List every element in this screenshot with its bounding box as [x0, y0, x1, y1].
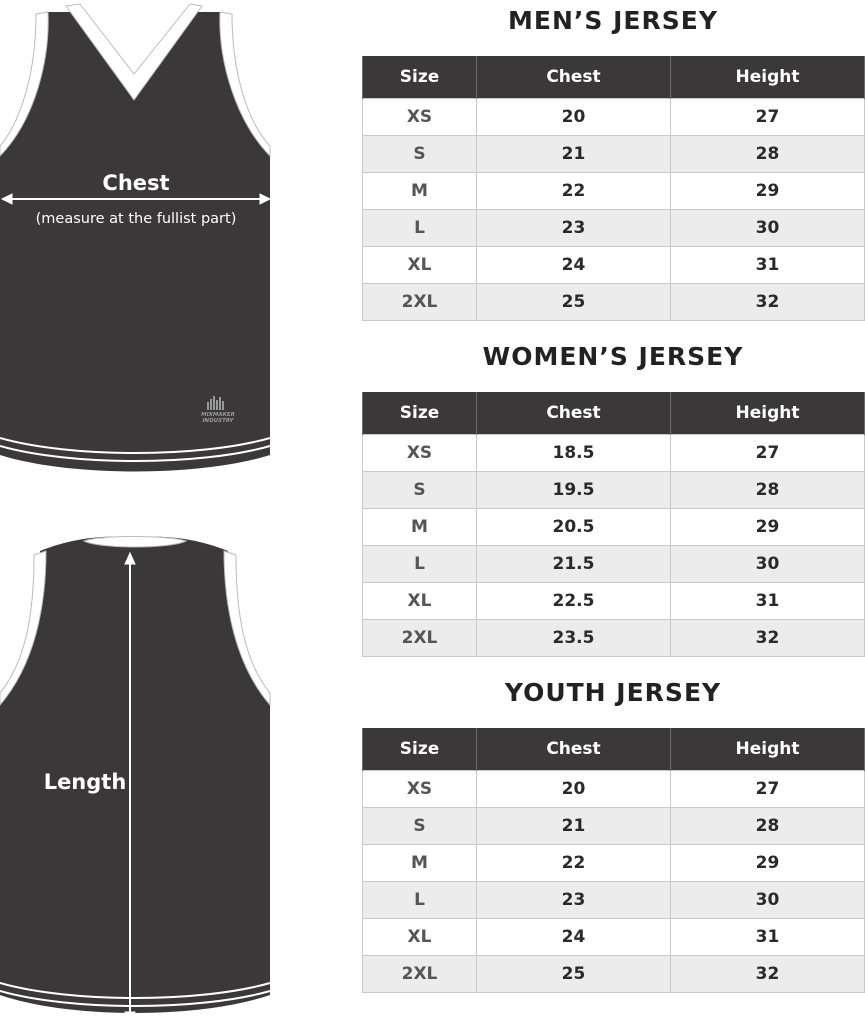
chest-cell: 24 [477, 919, 671, 956]
chest-cell: 21 [477, 808, 671, 845]
chest-cell: 23 [477, 210, 671, 247]
height-cell: 28 [671, 472, 865, 509]
size-cell: L [363, 210, 477, 247]
height-cell: 32 [671, 284, 865, 321]
size-cell: M [363, 509, 477, 546]
chest-cell: 18.5 [477, 435, 671, 472]
brand-line-2: INDUSTRY [202, 418, 234, 424]
height-cell: 30 [671, 882, 865, 919]
size-cell: 2XL [363, 284, 477, 321]
chest-cell: 23 [477, 882, 671, 919]
table-row [363, 435, 865, 472]
size-cell: L [363, 882, 477, 919]
column-header-chest: Chest [477, 728, 671, 771]
youth-size-table [362, 728, 865, 993]
height-cell: 31 [671, 919, 865, 956]
height-cell: 27 [671, 771, 865, 808]
chest-label: Chest [102, 171, 170, 195]
size-cell: S [363, 808, 477, 845]
table-row [363, 882, 865, 919]
column-header-height: Height [671, 392, 865, 435]
womens-size-table [362, 392, 865, 657]
column-header-size: Size [363, 56, 477, 99]
height-cell: 31 [671, 583, 865, 620]
chest-cell: 22 [477, 173, 671, 210]
table-row [363, 247, 865, 284]
column-header-height: Height [671, 56, 865, 99]
chest-cell: 20 [477, 771, 671, 808]
table-row [363, 210, 865, 247]
chest-cell: 25 [477, 956, 671, 993]
height-cell: 27 [671, 435, 865, 472]
size-cell: XL [363, 919, 477, 956]
size-cell: S [363, 472, 477, 509]
height-cell: 32 [671, 956, 865, 993]
chest-cell: 20.5 [477, 509, 671, 546]
height-cell: 29 [671, 845, 865, 882]
size-cell: XL [363, 583, 477, 620]
mens-jersey-title: MEN’S JERSEY [508, 6, 718, 35]
chest-cell: 21 [477, 136, 671, 173]
table-row [363, 173, 865, 210]
table-row [363, 845, 865, 882]
size-cell: XL [363, 247, 477, 284]
chest-cell: 23.5 [477, 620, 671, 657]
height-cell: 30 [671, 546, 865, 583]
size-cell: M [363, 845, 477, 882]
chest-cell: 24 [477, 247, 671, 284]
column-header-size: Size [363, 728, 477, 771]
table-row [363, 583, 865, 620]
height-cell: 28 [671, 136, 865, 173]
height-cell: 32 [671, 620, 865, 657]
size-cell: M [363, 173, 477, 210]
chest-cell: 19.5 [477, 472, 671, 509]
size-cell: XS [363, 771, 477, 808]
height-cell: 31 [671, 247, 865, 284]
mens-size-table [362, 56, 865, 321]
table-row [363, 956, 865, 993]
table-row [363, 919, 865, 956]
chest-cell: 21.5 [477, 546, 671, 583]
womens-jersey-title: WOMEN’S JERSEY [482, 342, 744, 371]
size-cell: L [363, 546, 477, 583]
youth-jersey-title: YOUTH JERSEY [504, 678, 722, 707]
table-row [363, 472, 865, 509]
table-row [363, 808, 865, 845]
table-row [363, 136, 865, 173]
table-row [363, 546, 865, 583]
table-row [363, 620, 865, 657]
column-header-chest: Chest [477, 56, 671, 99]
size-cell: 2XL [363, 620, 477, 657]
size-cell: 2XL [363, 956, 477, 993]
chest-cell: 25 [477, 284, 671, 321]
table-row [363, 509, 865, 546]
column-header-height: Height [671, 728, 865, 771]
size-cell: S [363, 136, 477, 173]
height-cell: 30 [671, 210, 865, 247]
table-row [363, 771, 865, 808]
size-cell: XS [363, 435, 477, 472]
height-cell: 29 [671, 173, 865, 210]
chest-cell: 20 [477, 99, 671, 136]
column-header-chest: Chest [477, 392, 671, 435]
chest-measure-note: (measure at the fullist part) [35, 211, 237, 227]
height-cell: 28 [671, 808, 865, 845]
table-row [363, 99, 865, 136]
height-cell: 27 [671, 99, 865, 136]
column-header-size: Size [363, 392, 477, 435]
chest-cell: 22.5 [477, 583, 671, 620]
brand-line-1: MIXMAKER [201, 412, 235, 418]
brand-logo-text [192, 412, 244, 424]
size-cell: XS [363, 99, 477, 136]
length-label: Length [43, 770, 127, 794]
chest-cell: 22 [477, 845, 671, 882]
table-row [363, 284, 865, 321]
height-cell: 29 [671, 509, 865, 546]
